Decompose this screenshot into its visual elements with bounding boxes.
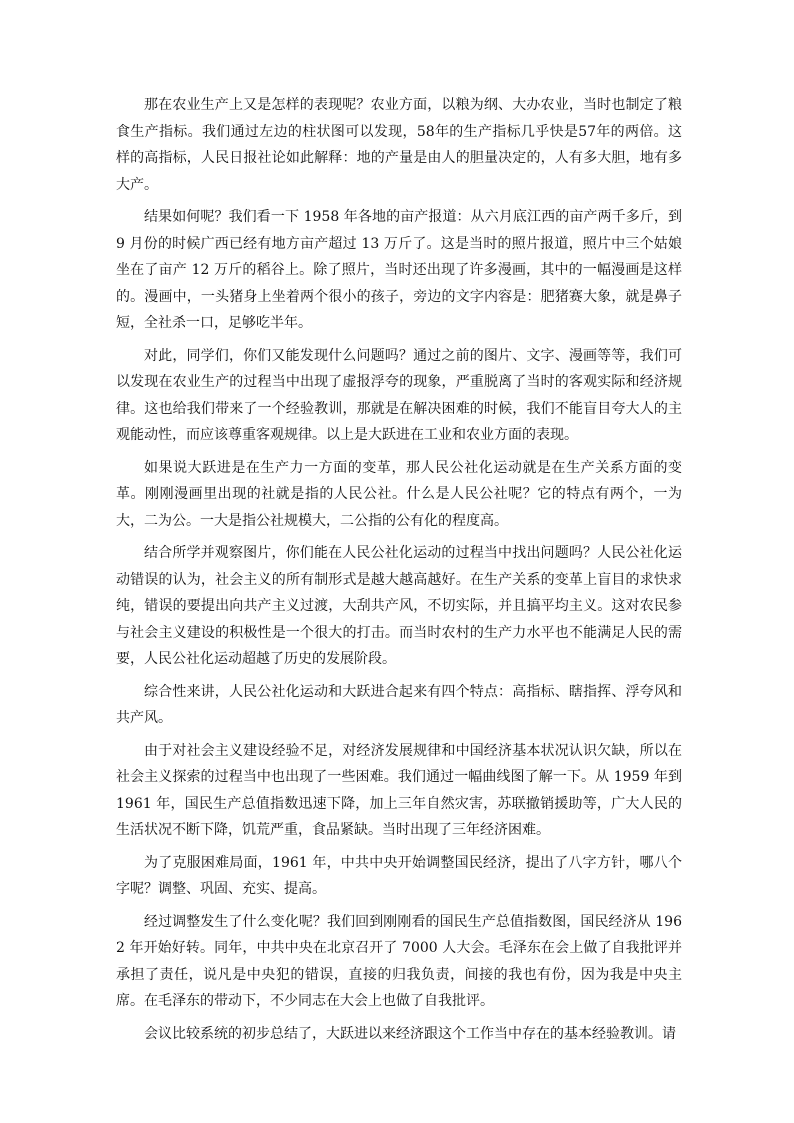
paragraph-3: 对此，同学们，你们又能发现什么问题吗？通过之前的图片、文字、漫画等等，我们可以发现在农业生产的过程当中出现了虚报浮夸的现象，严重脱离了当时的客观实际和经济规律。这也给我们带来了一个经验教训，那就是在解决困难的时候，我们不能盲目夸大人的主观能动性，而应该尊重客观规律。以上是大跃进在工业和农业方面的表现。 (116, 347, 682, 443)
paragraph-9: 经过调整发生了什么变化呢？我们回到刚刚看的国民生产总值指数图，国民经济从 1962 年开始好转。同年，中共中央在北京召开了 7000 人大会。毛泽东在会上做了自我批评并承担了责任，说凡是中央犯的错误，直接的归我负责，间接的我也有份，因为我是中央主席。在毛泽东的带动下，不少同志在大会上也做了自我批评。 (116, 913, 682, 1009)
paragraph-5: 结合所学并观察图片，你们能在人民公社化运动的过程当中找出问题吗？人民公社化运动错误的认为，社会主义的所有制形式是越大越高越好。在生产关系的变革上盲目的求快求纯，错误的要提出向共产主义过渡，大刮共产风，不切实际，并且搞平均主义。这对农民参与社会主义建设的积极性是一个很大的打击。而当时农村的生产力水平也不能满足人民的需要，人民公社化运动超越了历史的发展阶段。 (116, 545, 682, 667)
paragraph-8: 为了克服困难局面，1961 年，中共中央开始调整国民经济，提出了八字方针，哪八个字呢？调整、巩固、充实、提高。 (116, 854, 682, 897)
paragraph-10: 会议比较系统的初步总结了，大跃进以来经济跟这个工作当中存在的基本经验教训。请 (144, 1025, 676, 1042)
paragraph-6: 综合性来讲，人民公社化运动和大跃进合起来有四个特点：高指标、瞎指挥、浮夸风和共产风。 (116, 683, 682, 726)
document-body (116, 92, 682, 1053)
paragraph-1: 那在农业生产上又是怎样的表现呢？农业方面，以粮为纲、大办农业，当时也制定了粮食生产指标。我们通过左边的柱状图可以发现，58年的生产指标几乎快是57年的两倍。这样的高指标，人民日报社论如此解释：地的产量是由人的胆量决定的，人有多大胆，地有多大产。 (116, 97, 682, 193)
paragraph-4: 如果说大跃进是在生产力一方面的变革，那人民公社化运动就是在生产关系方面的变革。刚刚漫画里出现的社就是指的人民公社。什么是人民公社呢？它的特点有两个，一为大，二为公。一大是指公社规模大，二公指的公有化的程度高。 (116, 459, 682, 529)
paragraph-7: 由于对社会主义建设经验不足，对经济发展规律和中国经济基本状况认识欠缺，所以在社会主义探索的过程当中也出现了一些困难。我们通过一幅曲线图了解一下。从 1959 年到 1961 年，国民生产总值指数迅速下降，加上三年自然灾害，苏联撤销援助等，广大人民的生活状况不断下降，饥荒严重，食品紧缺。当时出现了三年经济困难。 (116, 742, 682, 838)
paragraph-2: 结果如何呢？我们看一下 1958 年各地的亩产报道：从六月底江西的亩产两千多斤，到 9 月份的时候广西已经有地方亩产超过 13 万斤了。这是当时的照片报道，照片中三个姑娘坐在了亩产 12 万斤的稻谷上。除了照片，当时还出现了许多漫画，其中的一幅漫画是这样的。漫画中，一头猪身上坐着两个很小的孩子，旁边的文字内容是：肥猪赛大象，就是鼻子短，全社杀一口，足够吃半年。 (116, 209, 682, 331)
